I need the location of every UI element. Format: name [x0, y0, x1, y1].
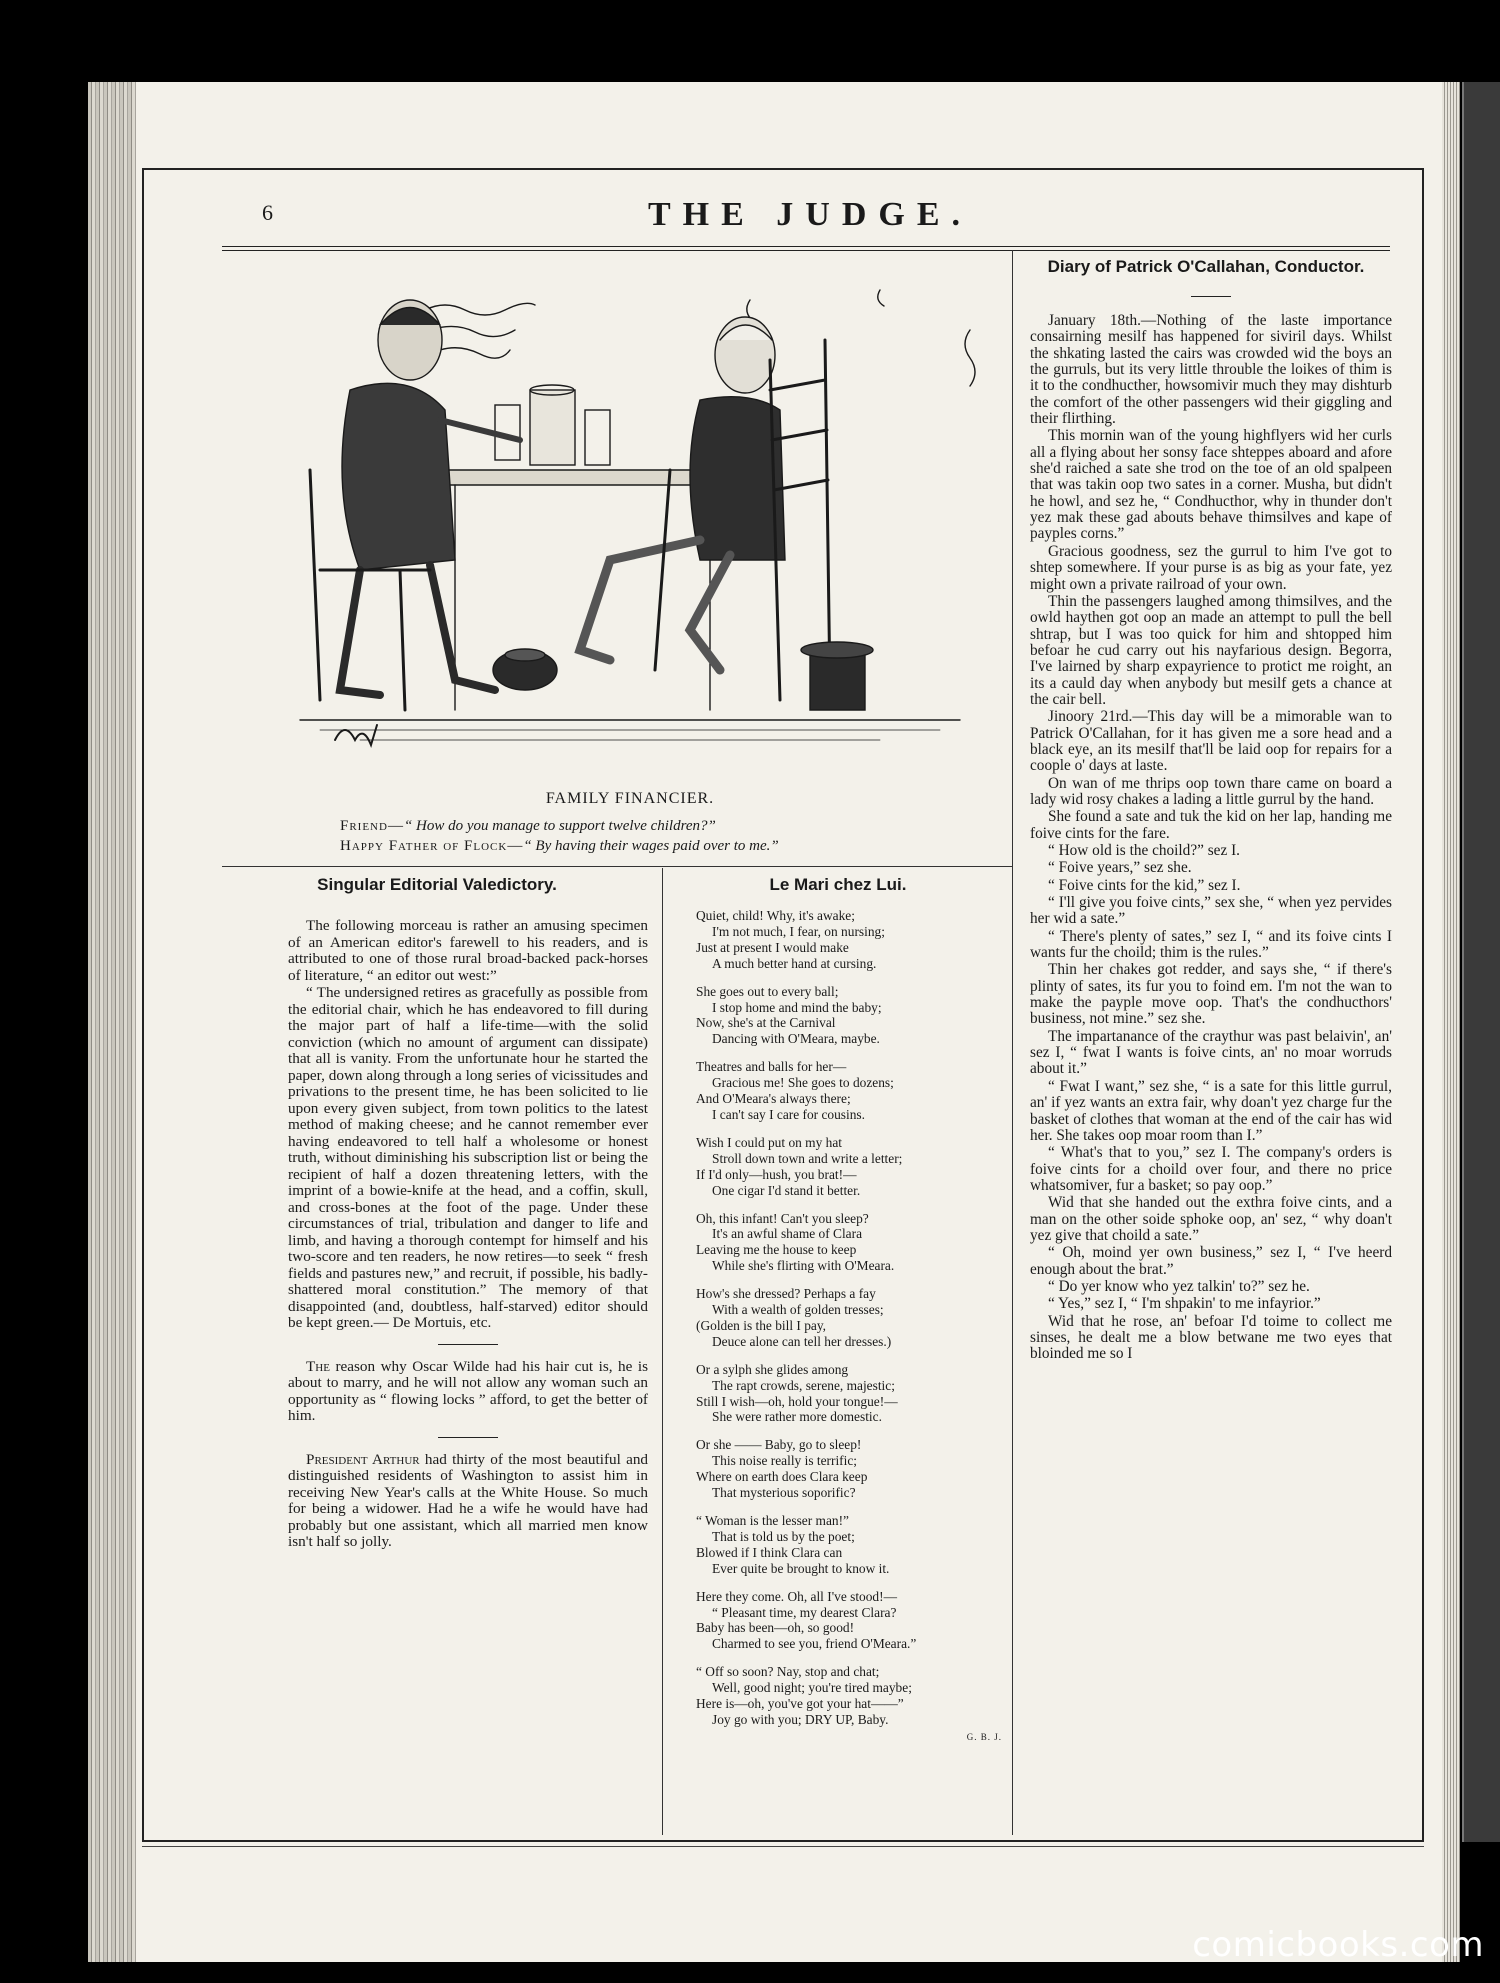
poem-line: Still I wish—oh, hold your tongue!—: [696, 1393, 898, 1409]
poem-line: Wish I could put on my hat: [696, 1134, 842, 1150]
poem-line: And O'Meara's always there;: [696, 1091, 851, 1107]
poem-line: Joy go with you; DRY UP, Baby.: [712, 1711, 889, 1727]
diary-paragraph: “ Foive cints for the kid,” sez I.: [1048, 876, 1241, 894]
poem-line: Theatres and balls for her—: [696, 1059, 847, 1075]
poem-line: If I'd only—hush, you brat!—: [696, 1166, 857, 1182]
column-divider: [662, 868, 663, 1835]
poem-line: (Golden is the bill I pay,: [696, 1317, 827, 1333]
masthead-rule: [222, 250, 1390, 251]
article-heading: Singular Editorial Valedictory.: [317, 875, 557, 894]
poem-line: Here they come. Oh, all I've stood!—: [696, 1588, 897, 1604]
cartoon-illustration: [280, 270, 980, 775]
diary-paragraph: “ Foive years,” sez she.: [1048, 859, 1192, 877]
caption-speaker: Happy Father of Flock—: [340, 838, 524, 854]
poem-line: A much better hand at cursing.: [712, 955, 877, 971]
diary-paragraph: “ What's that to you,” sez I. The company's orders is foive cints for a choild over four, and there no price whatsomiver, fur a basket; so pay oop.”: [1030, 1144, 1392, 1194]
poem-stanza: [696, 1437, 1002, 1501]
poem-stanza: [696, 1362, 1002, 1426]
poem-signature: G. B. J.: [966, 1731, 1002, 1742]
poem-line: I can't say I care for cousins.: [712, 1106, 865, 1122]
poem-line: Leaving me the house to keep: [696, 1242, 857, 1258]
diary-paragraph: Thin the passengers laughed among thimsilves, and the owld haythen got oop an made an attempt to pull the bell shtrap, but I was too quick for him and shtopped him befoar he cud carry out his nayfarious design. Begorra, I've lairned by sharp expayrience to protict me roight, an its a cauld day when anybody but mesilf gets a chance at the cair bell.: [1030, 592, 1392, 708]
diary-paragraph: Wid that she handed out the exthra foive cints, and a man on the other soide sphoke oop, an' sez, “ why doan't yez give that choild a sate.”: [1030, 1194, 1392, 1244]
diary-paragraph: Gracious goodness, sez the gurrul to him I've got to shtep somewhere. If your purse is as big as your fate, yez might own a private railroad of your own.: [1030, 542, 1392, 593]
poem-line: One cigar I'd stand it better.: [712, 1182, 861, 1198]
diary-paragraph: “ There's plenty of sates,” sez I, “ and its foive cints I wants fur the choild; thim is the rules.”: [1030, 927, 1392, 962]
poem-line: Baby has been—oh, so good!: [696, 1620, 855, 1636]
diary-paragraph: “ Fwat I want,” sez she, “ is a sate for this little gurrul, an' if yez wants an extra fair, why doan't yez charge fur the basket of clothes that woman at the end of the cair has wid her. She takes oop moar room than I.”: [1030, 1077, 1392, 1144]
diary-paragraph: “ I'll give you foive cints,” sex she, “ when yez pervides her wid a sate.”: [1030, 894, 1392, 928]
diary-paragraph: Thin her chakes got redder, and says she, “ if there's plinty of sates, its fur you to foind em. I'm not the wan to make the payple move oop. That's the condhucthors' business, not mine.” sez she.: [1030, 961, 1392, 1028]
diary-paragraph: Wid that he rose, an' befoar I'd toime to collect me sinses, he dealt me a blow betwane me two eyes that bloinded me so I: [1030, 1312, 1392, 1363]
paragraph-text: reason why Oscar Wilde had his hair cut is, he is about to marry, and he will not allow any woman such an opportunity as “ flowing locks ” afford, to get the better of him.: [288, 1357, 648, 1424]
poem-stanza: [696, 1513, 1002, 1577]
diary-paragraph: This mornin wan of the young highflyers wid her curls all a flying about her sonsy face shteppes aboard and afore she'd raiched a sate she trod on the toe of an old spalpeen that was takin oop two sates in a corner. Musha, but didn't he howl, and sez he, “ Condhucthor, why in thunder don't yez mak these gad abouts behave thimsilves and kape of payples corns.”: [1030, 427, 1392, 543]
poem-line: “ Pleasant time, my dearest Clara?: [712, 1604, 897, 1620]
article-paragraph: The following morceau is rather an amusing specimen of an American editor's farewell to his readers, and is attributed to one of those rural broad-backed pack-horses of literature, “ an editor out west:”: [288, 917, 648, 984]
lead-word: The: [306, 1357, 330, 1375]
caption-quote: “ How do you manage to support twelve children?”: [403, 818, 716, 834]
diary-paragraph: Jinoory 21rd.—This day will be a mimorable wan to Patrick O'Callahan, for it has given me a sore head and a black eye, an its mesilf that'll be laid oop for repairs for a coople o' days at laste.: [1030, 708, 1392, 775]
poem-line: She goes out to every ball;: [696, 983, 839, 999]
masthead-title: THE JUDGE.: [647, 196, 973, 233]
poem-line: Quiet, child! Why, it's awake;: [696, 908, 855, 923]
poem-line: Gracious me! She goes to dozens;: [712, 1075, 894, 1091]
poem-line: Stroll down town and write a letter;: [712, 1150, 903, 1166]
poem-line: She were rather more domestic.: [712, 1409, 882, 1425]
section-rule: [438, 1437, 498, 1438]
poem-line: Well, good night; you're tired maybe;: [712, 1680, 912, 1696]
poem-stanza: [696, 908, 1002, 972]
poem-body: [696, 908, 1002, 1746]
lead-word: President Arthur: [306, 1450, 420, 1468]
poem-stanza: [696, 1286, 1002, 1350]
page-edge: [1442, 82, 1460, 1962]
poem-line: Here is—oh, you've got your hat——”: [696, 1696, 904, 1712]
poem-line: Where on earth does Clara keep: [696, 1469, 868, 1485]
section-rule: [438, 1344, 498, 1345]
poem-line: Dancing with O'Meara, maybe.: [712, 1031, 880, 1047]
diary-paragraph: On wan of me thrips oop town thare came on board a lady wid rosy chakes a lading a little gurrul by the hand.: [1030, 774, 1392, 808]
poem-line: Charmed to see you, friend O'Meara.”: [712, 1636, 917, 1652]
poem-line: Or she —— Baby, go to sleep!: [696, 1437, 862, 1453]
article-body-valedictory: [288, 918, 648, 1552]
poem-line: Oh, this infant! Can't you sleep?: [696, 1210, 869, 1226]
diary-heading: Diary of Patrick O'Callahan, Conductor.: [1047, 257, 1365, 276]
poem-line: The rapt crowds, serene, majestic;: [712, 1377, 895, 1393]
watermark: comicbooks.com: [1192, 1925, 1484, 1965]
adjacent-page-edge: [1462, 82, 1500, 1842]
diary-paragraph: “ Do yer know who yez talkin' to?” sez he.: [1048, 1277, 1310, 1295]
poem-line: That mysterious soporific?: [712, 1485, 856, 1501]
poem-line: Just at present I would make: [696, 939, 849, 955]
poem-line: Ever quite be brought to know it.: [712, 1560, 890, 1576]
cartoon-caption-title: FAMILY FINANCIER.: [545, 790, 715, 807]
poem-stanza: [696, 1211, 1002, 1275]
poem-line: Deuce alone can tell her dresses.): [712, 1333, 892, 1349]
frame-bottom-rule: [142, 1846, 1424, 1847]
diary-paragraph: “ Yes,” sez I, “ I'm shpakin' to me infayrior.”: [1048, 1295, 1321, 1313]
cartoon-divider: [222, 866, 1012, 867]
diary-paragraph: “ Oh, moind yer own business,” sez I, “ I've heerd enough about the brat.”: [1030, 1244, 1392, 1278]
poem-line: “ Off so soon? Nay, stop and chat;: [696, 1664, 880, 1680]
poem-stanza: [696, 984, 1002, 1048]
poem-line: Now, she's at the Carnival: [696, 1015, 836, 1031]
poem-line: It's an awful shame of Clara: [712, 1226, 863, 1242]
article-paragraph: [288, 1452, 648, 1551]
section-rule: [1191, 296, 1231, 297]
diary-paragraph: “ How old is the choild?” sez I.: [1048, 842, 1241, 859]
poem-line: Or a sylph she glides among: [696, 1361, 849, 1377]
article-paragraph: [288, 1359, 648, 1425]
paragraph-text: had thirty of the most beautiful and distinguished residents of Washington to assist him in receiving New Year's calls at the White House. So much for being a widower. Had he a wife he would have had probably but one assistant, which all married men know isn't half so jolly.: [288, 1450, 649, 1550]
poem-stanza: [696, 1664, 1002, 1742]
article-body-diary: [1030, 312, 1392, 1364]
diary-paragraph: January 18th.—Nothing of the laste importance consairning mesilf has happened for siviril days. Whilst the shkating lasted the cairs was crowded wid the boys an the gurruls, but its very little throuble the loikes of thim is it to the condhucther, howsomivir much they may dishturb the comfort of the other passengers wid their giggling and their flirthing.: [1030, 312, 1392, 428]
page-binding: [88, 82, 136, 1962]
poem-stanza: [696, 1059, 1002, 1123]
poem-line: “ Woman is the lesser man!”: [696, 1513, 849, 1528]
poem-line: While she's flirting with O'Meara.: [712, 1258, 895, 1274]
poem-line: This noise really is terrific;: [712, 1453, 858, 1469]
poem-line: I'm not much, I fear, on nursing;: [712, 923, 885, 939]
poem-line: Blowed if I think Clara can: [696, 1544, 843, 1560]
poem-line: How's she dressed? Perhaps a fay: [696, 1286, 876, 1302]
diary-paragraph: The impartanance of the craythur was past belaivin', an' sez I, “ fwat I wants is foive cints, an' no moar worruds about it.”: [1030, 1027, 1392, 1078]
poem-line: That is told us by the poet;: [712, 1528, 855, 1544]
column-divider: [1012, 250, 1013, 1835]
diary-paragraph: She found a sate and tuk the kid on her lap, handing me foive cints for the fare.: [1030, 808, 1392, 842]
masthead-rule: [222, 246, 1390, 247]
cartoon-caption-line: [340, 818, 1040, 835]
page-number: 6: [262, 200, 273, 225]
poem-stanza: [696, 1135, 1002, 1199]
poem-heading: Le Mari chez Lui.: [769, 875, 907, 894]
poem-stanza: [696, 1589, 1002, 1653]
caption-quote: “ By having their wages paid over to me.”: [523, 838, 779, 854]
poem-line: I stop home and mind the baby;: [712, 999, 882, 1015]
article-paragraph: “ The undersigned retires as gracefully as possible from the editorial chair, which he has endeavored to fill during the major part of half a life-time—with the solid conviction (which no amount of argument can dissipate) that all is vanity. From the unfortunate hour he started the paper, down along through a long series of vicissitudes and privations to the present time, he has been solicited to lie upon every given subject, from town politics to the latest method of making cheese; and he cannot remember ever having endeavored to tell half a wholesome or honest truth, without diminishing his subscription list or being the recipient of half a dozen threatening letters, with the imprint of a bowie-knife at the head, and a coffin, skull, and cross-bones at the foot of the page. Under these circumstances of trial, tribulation and danger to life and limb, and having a thorough contempt for himself and his two-score and ten readers, he now retires—to seek “ fresh fields and pastures new,” and recruit, if possible, his badly-shattered moral constitution.” The memory of that disappointed (and, doubtless, half-starved) editor should be kept green.— De Mortuis, etc.: [288, 984, 648, 1331]
caption-speaker: Friend—: [340, 818, 404, 834]
cartoon-caption-line: [340, 838, 1040, 855]
poem-line: With a wealth of golden tresses;: [712, 1302, 884, 1318]
